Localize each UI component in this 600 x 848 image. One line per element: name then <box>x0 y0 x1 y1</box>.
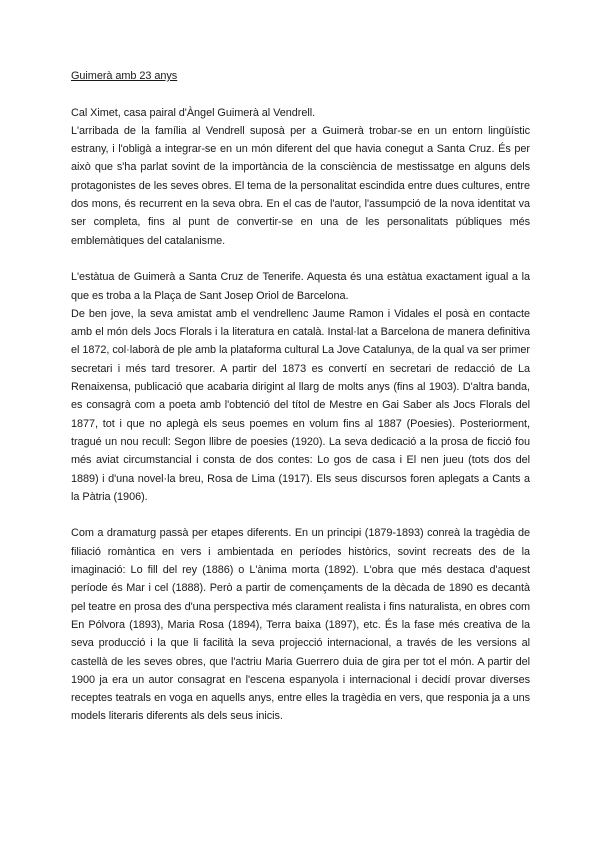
paragraph-cal-ximet: Cal Ximet, casa pairal d'Àngel Guimerà al Vendrell. <box>71 106 316 119</box>
paragraph-jove: De ben jove, la seva amistat amb el vendrellenc Jaume Ramon i Vidales el posà en contacte amb el món dels Jocs Florals i la literatura en català. Instal·lat a Barcelona de manera definitiva el 1872, col·laborà de ple amb la plataforma cultural La Jove Catalunya, de la qual va ser primer secretari i més tard tresorer. A partir del 1873 es convertí en secretari de redacció de La Renaixensa, publicació que acabaria dirigint al llarg de molts anys (fins al 1903). D'altra banda, es consagrà com a poeta amb l'obtenció del títol de Mestre en Gai Saber als Jocs Florals del 1877, tot i que no aplegà els seus poemes en volum fins al 1887 (Poesies). Posteriorment, tragué un nou recull: Segon llibre de poesies (1920). La seva dedicació a la prosa de ficció fou més aviat circumstancial i consta de dos contes: Lo gos de casa i El nen jueu (tots dos del 1889) i d'una novel·la breu, Rosa de Lima (1917). Els seus discursos foren aplegats a Cants a la Pàtria (1906). <box>71 307 530 503</box>
paragraph-dramaturg: Com a dramaturg passà per etapes diferents. En un principi (1879-1893) conreà la tragèdia de filiació romàntica en vers i ambientada en períodes històrics, sovint recreats des de la imaginació: Lo fill del rey (1886) o L'ànima morta (1892). L'obra que més destaca d'aquest període és Mar i cel (1888). Però a partir de començaments de la dècada de 1890 es decantà pel teatre en prosa des d'una perspectiva més clarament realista i fins naturalista, en obres com En Pólvora (1893), Maria Rosa (1894), Terra baixa (1897), etc. És la fase més creativa de la seva producció i la que li facilità la seva projecció internacional, a través de les versions al castellà de les seves obres, que l'actriu Maria Guerrero duia de gira per tot el món. A partir del 1900 ja era un autor consagrat en l'escena espanyola i internacional i decidí provar diverses receptes teatrals en voga en aquells anys, entre elles la tragèdia en vers, que responia ja a uns models literaris diferents als dels seus inicis. <box>71 527 530 723</box>
document-title: Guimerà amb 23 anys <box>71 70 178 82</box>
paragraph-gap <box>71 250 530 268</box>
paragraph-arribada: L'arribada de la família al Vendrell suposà per a Guimerà trobar-se en un entorn lingüístic estrany, i l'obligà a integrar-se en un món diferent del que havia conegut a Santa Cruz. És per això que s'ha parlat sovint de la importància de la consciència de mestissatge en alguns dels protagonistes de les seves obres. El tema de la personalitat escindida entre dues cultures, entre dos mons, és recurrent en la seva obra. En el cas de l'autor, l'assumpció de la nova identitat va ser completa, fins al punt de convertir-se en una de les personalitats públiques més emblemàtiques del catalanisme. <box>71 124 530 247</box>
paragraph-gap <box>71 506 530 524</box>
document-page <box>71 67 530 726</box>
paragraph-estatua: L'estàtua de Guimerà a Santa Cruz de Tenerife. Aquesta és una estàtua exactament igual a la que es troba a la Plaça de Sant Josep Oriol de Barcelona. <box>71 271 530 302</box>
